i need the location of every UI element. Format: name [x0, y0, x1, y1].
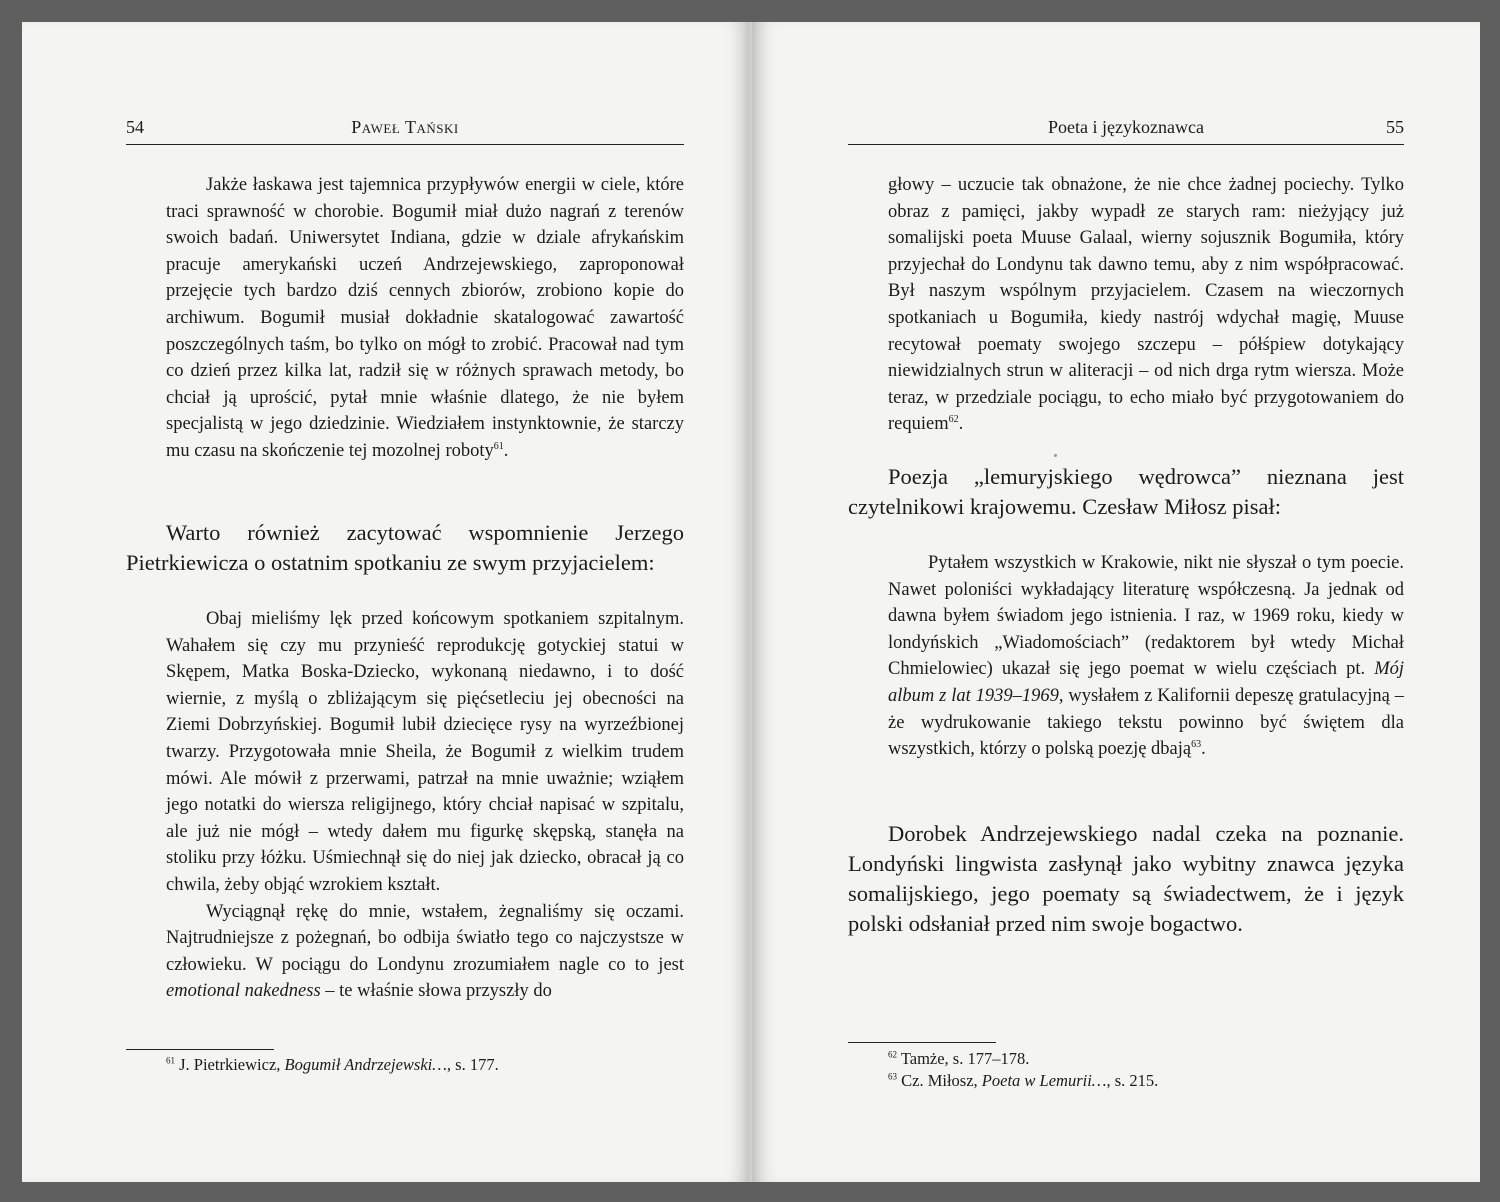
quote-block-2: [166, 606, 684, 1005]
quote-paragraph: Jakże łaskawa jest tajemnica przypływów energii w ciele, które traci sprawność w chorobie. Bogumił miał dużo nagrań z terenów swoich badań. Uniwersytet Indiana, gdzie w dziale afrykańskim pracuje amerykański uczeń Andrzejewskiego, zaproponował przejęcie tych bardzo dziś cennych zbiorów, zrobiono kopie do archiwum. Bogumił musiał dokładnie skatalogować zawartość poszczególnych taśm, bo tylko on mógł to zrobić. Pracował nad tym co dzień przez kilka lat, radził się w różnych sprawach metody, bo chciał ją uprościć, pytał mnie właśnie dlatego, że nie byłem specjalistą w jego dziedzinie. Wiedziałem instynktownie, że starczy mu czasu na skończenie tej mozolnej roboty$^{61}$.: [166, 175, 684, 461]
running-title: Paweł Tański: [351, 117, 459, 137]
footnote-ref: 62: [948, 414, 959, 426]
footnote-62: $^{62}$ Tamże, s. 177–178.: [888, 1049, 1030, 1068]
quote-paragraph: Pytałem wszystkich w Krakowie, nikt nie słyszał o tym poecie. Nawet poloniści wykładający literaturę współczesną. Ja jednak od dawna byłem świadom jego istnienia. I raz, w 1969 roku, kiedy w londyńskich „Wiadomościach” (redaktorem był wtedy Michał Chmielowiec) ukazał się jego poemat w wielu częściach pt. Mój album z lat 1939–1969, wysłałem z Kalifornii depeszę gratulacyjną – że wydrukowanie takiego tekstu powinno być świętem dla wszystkich, którzy o polską poezję dbają$^{63}$.: [888, 553, 1404, 760]
quote-paragraph: głowy – uczucie tak obnażone, że nie chce żadnej pociechy. Tylko obraz z pamięci, jakby wypadł ze starych ram: nieżyjący już somalijski poeta Muuse Galaal, wierny sojusznik Bogumiła, który przyjechał do Londynu tak dawno temu, aby z nim współpracować. Był naszym wspólnym przyjacielem. Czasem na wieczornych spotkaniach u Bogumiła, kiedy nastrój wdychał magię, Muuse recytował poematy swojego szczepu – półśpiew dotykający niewidzialnych strun w aliteracji – od nich drga rytm wiersza. Może teraz, w przedziale pociągu, to echo miało być przygotowaniem do requiem$^{62}$.: [888, 175, 1404, 435]
footnote-ref: 61: [493, 440, 504, 452]
left-running-header: [126, 118, 684, 145]
body-paragraph-1: Poezja „lemuryjskiego wędrowca” nieznana jest czytelnikowi krajowemu. Czesław Miłosz pisał:: [848, 464, 1404, 519]
book-spread: [22, 22, 1480, 1182]
footnote-rule: [126, 1049, 274, 1050]
body-paragraph-2: Dorobek Andrzejewskiego nadal czeka na poznanie. Londyński lingwista zasłynął jako wybitny znawca języka somalijskiego, jego poematy są świadectwem, że i język polski odsłaniał przed nim swoje bogactwo.: [848, 821, 1404, 936]
body-paragraph-1: Warto również zacytować wspomnienie Jerzego Pietrkiewicza o ostatnim spotkaniu ze swym przyjacielem:: [126, 520, 684, 575]
footnote-rule: [848, 1042, 996, 1043]
quote-block-1: [888, 172, 1404, 438]
quote-paragraph: Wyciągnął rękę do mnie, wstałem, żegnaliśmy się oczami. Najtrudniejsze z pożegnań, bo odbija światło tego co najczystsze w człowieku. W pociągu do Londynu zrozumiałem nagle co to jest emotional nakedness – te właśnie słowa przyszły do: [166, 901, 684, 1002]
page-speck: [1054, 454, 1057, 457]
footnote-63: $^{63}$ Cz. Miłosz, Poeta w Lemurii…, s. 215.: [888, 1071, 1159, 1090]
running-title: Poeta i językoznawca: [1048, 117, 1204, 137]
page-number: 55: [1386, 117, 1404, 137]
quote-block-1: [166, 172, 684, 465]
footnote-ref: 63: [1191, 739, 1202, 750]
quote-block-2: [888, 550, 1404, 763]
page-number: 54: [126, 117, 144, 137]
right-running-header: [848, 118, 1404, 145]
footnote-61: $^{61}$ J. Pietrkiewicz, Bogumił Andrzejewski…, s. 177.: [166, 1055, 499, 1074]
right-page: [752, 22, 1480, 1182]
left-page: [22, 22, 750, 1182]
quote-paragraph: Obaj mieliśmy lęk przed końcowym spotkaniem szpitalnym. Wahałem się czy mu przynieść reprodukcję gotyckiej statui w Skępem, Matka Boska-Dziecko, wykonaną niedawno, i to dość wiernie, z myślą o zbliżającym się pięćsetleciu jej obecności na Ziemi Dobrzyńskiej. Bogumił lubił dziecięce rysy na wyrzeźbionej twarzy. Przygotowała mnie Sheila, że Bogumił z wielkim trudem mówi. Ale mówił z przerwami, patrzał na mnie uważnie; wziąłem jego notatki do wiersza religijnego, który chciał napisać w szpitalu, ale już nie mógł – wtedy dałem mu figurkę skępską, stanęła na stoliku przy łóżku. Uśmiechnął się do niej jak dziecko, obracał ją co chwila, żeby objąć wzrokiem kształt.: [166, 609, 684, 895]
